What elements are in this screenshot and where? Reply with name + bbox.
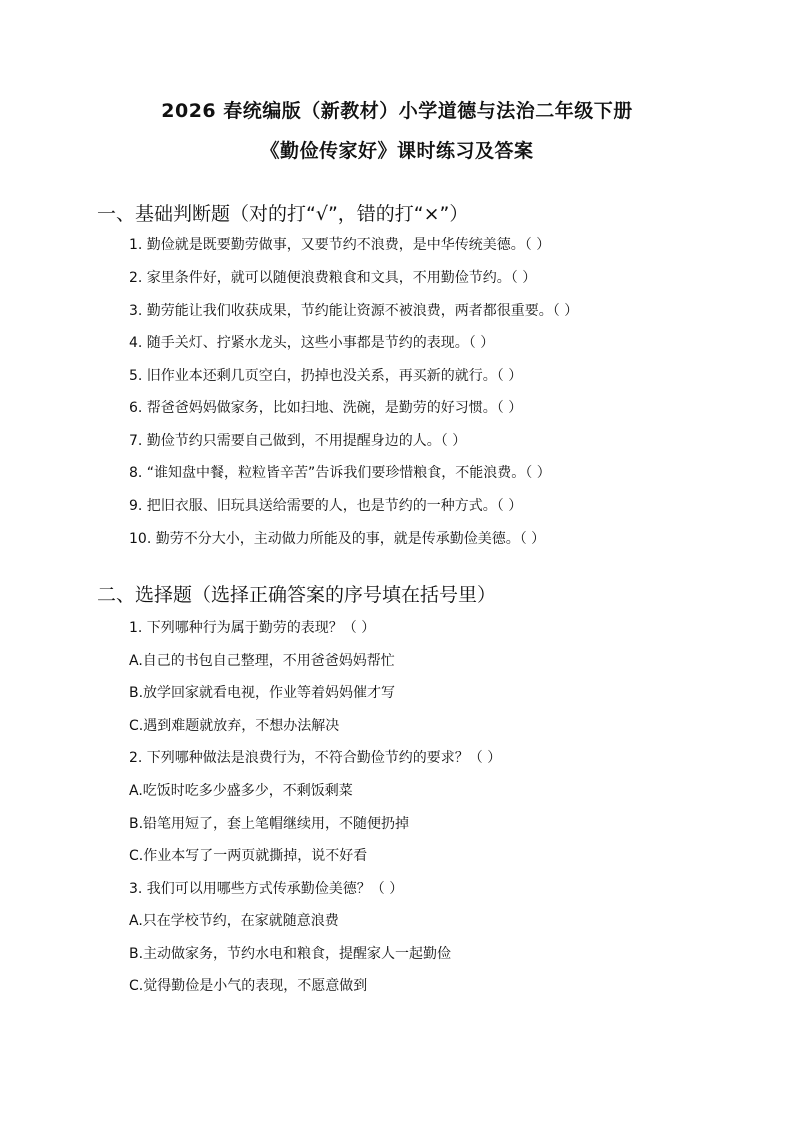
document-title-line2: 《勤俭传家好》课时练习及答案 (260, 140, 534, 162)
choice-option-1c: C.遇到难题就放弃，不想办法解决 (129, 718, 340, 734)
choice-option-1a: A.自己的书包自己整理，不用爸爸妈妈帮忙 (129, 653, 395, 669)
judgment-item-10: 10. 勤劳不分大小，主动做力所能及的事，就是传承勤俭美德。（ ） (129, 531, 546, 547)
judgment-item-1: 1. 勤俭就是既要勤劳做事，又要节约不浪费，是中华传统美德。（ ） (129, 237, 551, 253)
choice-option-3a: A.只在学校节约，在家就随意浪费 (129, 913, 339, 929)
judgment-item-3: 3. 勤劳能让我们收获成果，节约能让资源不被浪费，两者都很重要。（ ） (129, 303, 579, 319)
choice-option-1b: B.放学回家就看电视，作业等着妈妈催才写 (129, 685, 396, 701)
choice-option-2b: B.铅笔用短了，套上笔帽继续用，不随便扔掉 (129, 816, 410, 832)
choice-question-2: 2. 下列哪种做法是浪费行为，不符合勤俭节约的要求？（ ） (129, 750, 502, 766)
choice-option-2a: A.吃饭时吃多少盛多少，不剩饭剩菜 (129, 783, 353, 799)
section1-heading: 一、基础判断题（对的打“√”，错的打“×”） (97, 203, 469, 225)
choice-option-3c: C.觉得勤俭是小气的表现，不愿意做到 (129, 978, 368, 994)
choice-option-2c: C.作业本写了一两页就撕掉，说不好看 (129, 848, 368, 864)
choice-question-3: 3. 我们可以用哪些方式传承勤俭美德？（ ） (129, 881, 404, 897)
judgment-item-8: 8. “谁知盘中餐，粒粒皆辛苦”告诉我们要珍惜粮食，不能浪费。（ ） (129, 465, 551, 481)
judgment-item-5: 5. 旧作业本还剩几页空白，扔掉也没关系，再买新的就行。（ ） (129, 368, 523, 384)
document-title-line1: 2026 春统编版（新教材）小学道德与法治二年级下册 (161, 100, 633, 122)
choice-question-1: 1. 下列哪种行为属于勤劳的表现？（ ） (129, 620, 376, 636)
choice-option-3b: B.主动做家务，节约水电和粮食，提醒家人一起勤俭 (129, 946, 452, 962)
section2-heading: 二、选择题（选择正确答案的序号填在括号里） (97, 584, 497, 606)
judgment-item-6: 6. 帮爸爸妈妈做家务，比如扫地、洗碗，是勤劳的好习惯。（ ） (129, 400, 523, 416)
judgment-item-2: 2. 家里条件好，就可以随便浪费粮食和文具，不用勤俭节约。（ ） (129, 270, 537, 286)
judgment-item-7: 7. 勤俭节约只需要自己做到，不用提醒身边的人。（ ） (129, 433, 467, 449)
judgment-item-4: 4. 随手关灯、拧紧水龙头，这些小事都是节约的表现。（ ） (129, 335, 495, 351)
judgment-item-9: 9. 把旧衣服、旧玩具送给需要的人，也是节约的一种方式。（ ） (129, 498, 523, 514)
